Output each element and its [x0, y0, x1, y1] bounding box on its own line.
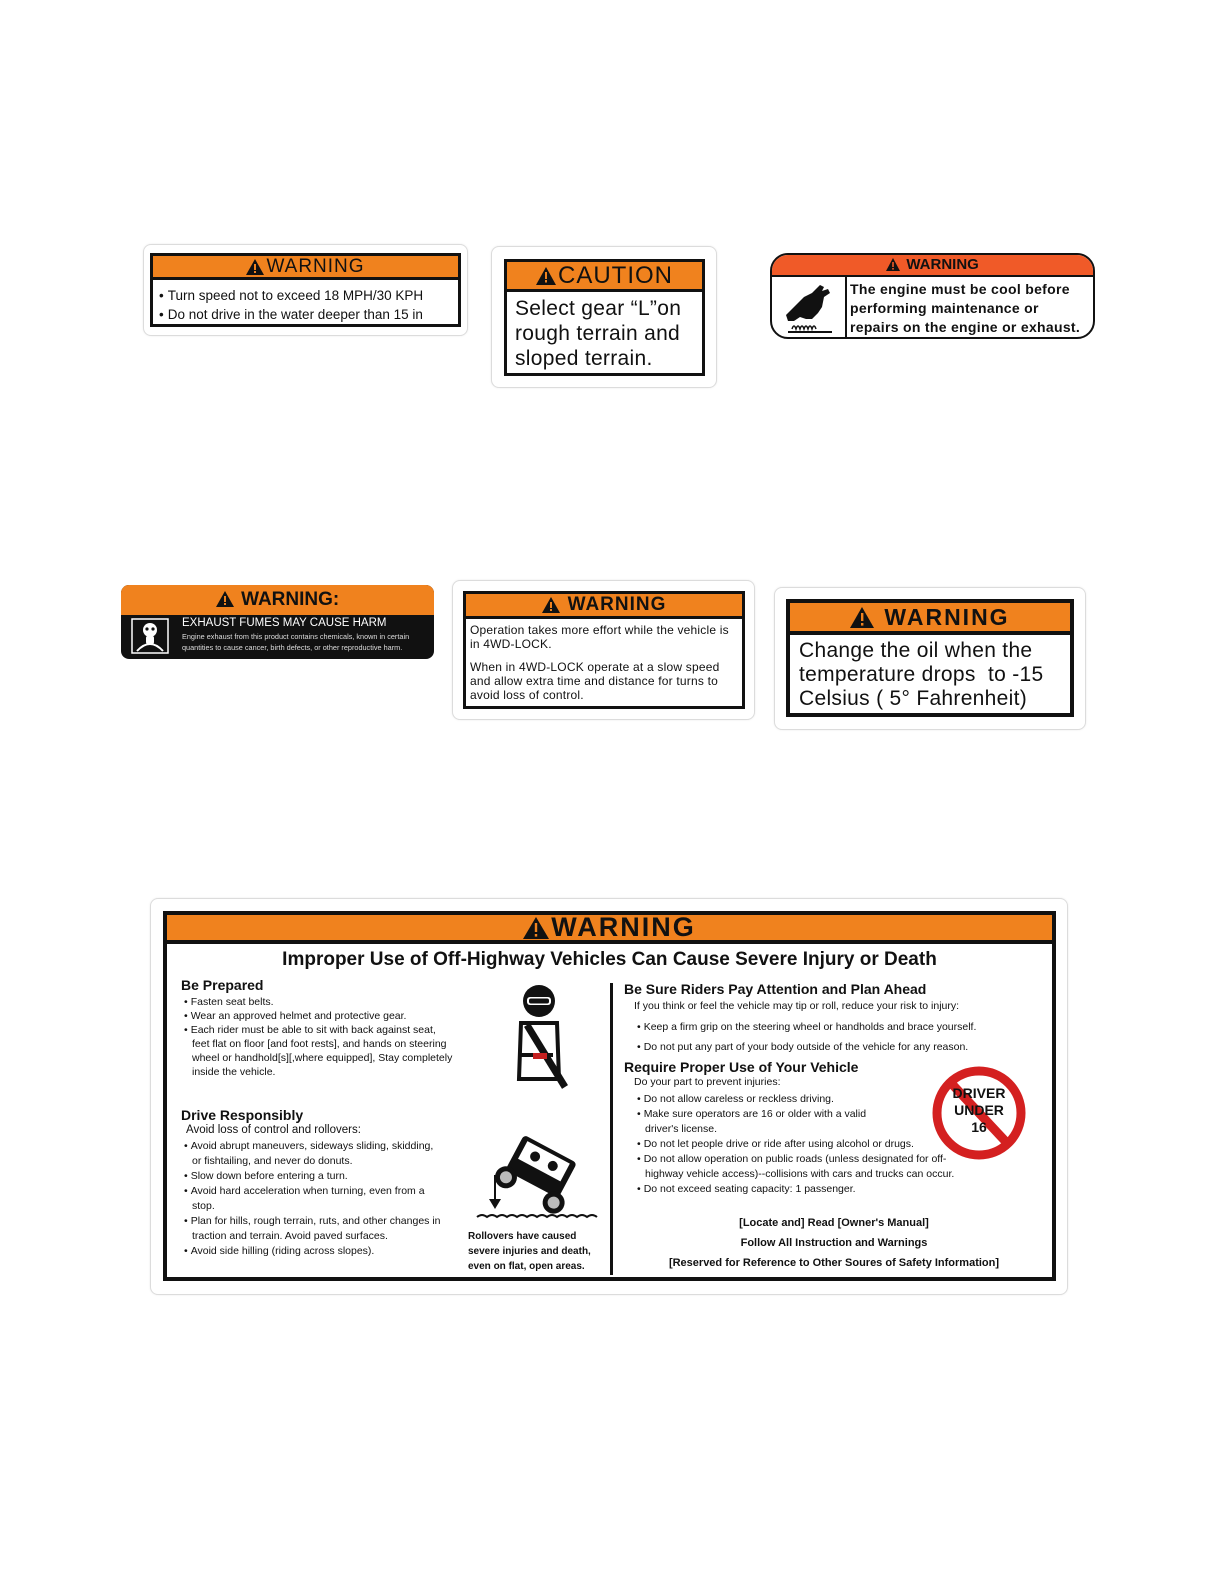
label-body — [850, 280, 1080, 337]
label-header — [790, 603, 1070, 635]
label-header-text: WARNING: — [241, 589, 340, 610]
warning-triangle-icon — [536, 267, 556, 285]
gas-mask-icon — [131, 618, 169, 654]
warning-label-exhaust — [121, 585, 434, 659]
left-column — [181, 977, 471, 1259]
label-header — [167, 912, 1052, 944]
section-heading-drive-responsibly: Drive Responsibly — [181, 1107, 304, 1123]
label-paragraph: Operation takes more effort while the vehicle is in 4WD-LOCK. — [470, 623, 729, 651]
label-frame — [150, 253, 461, 327]
list-item: • Make sure operators are 16 or older with a valid driver's license. — [634, 1107, 885, 1137]
rollover-icon — [467, 1125, 607, 1230]
list-item: • Avoid side hilling (riding across slopes). — [181, 1244, 443, 1259]
label-paragraph: When in 4WD-LOCK operate at a slow speed and allow extra time and distance for turns to avoid loss of control. — [470, 660, 720, 702]
section-intro: Avoid loss of control and rollovers: — [186, 1124, 361, 1136]
label-line: The engine must be cool before — [850, 281, 1070, 297]
label-line: Celsius ( 5° Fahrenheit) — [799, 687, 1028, 710]
label-header-text: WARNING — [266, 255, 365, 277]
warning-triangle-icon — [886, 258, 900, 271]
label-line: Change the oil when the — [799, 639, 1033, 662]
drive-responsibly-list — [181, 1139, 443, 1259]
footer-line: [Reserved for Reference to Other Soures of Safety Information] — [668, 1257, 1000, 1269]
list-item: • Each rider must be able to sit with back against seat, feet flat on floor [and foot rests], and hands on steering wheel or handhold[s][,where equipped], Stay completely inside the vehicle. — [181, 1023, 453, 1079]
list-item: • Do not allow careless or reckless driving. — [634, 1092, 979, 1107]
label-header-text: WARNING — [884, 603, 1010, 630]
drive-responsibly-wrap — [181, 1123, 443, 1259]
no-driver-under-16-sign-icon — [931, 1065, 1027, 1161]
label-header — [772, 255, 1093, 277]
list-item: • Do not exceed seating capacity: 1 passenger. — [634, 1182, 979, 1197]
seatbelt-rider-icon — [513, 983, 573, 1098]
footer-line: Follow All Instruction and Warnings — [740, 1237, 928, 1249]
sign-text — [931, 1085, 1027, 1136]
hot-surface-icon — [772, 277, 847, 339]
label-frame — [163, 911, 1056, 1281]
warning-label-oil — [774, 587, 1086, 730]
label-frame — [504, 259, 705, 376]
label-bullet-list — [153, 286, 458, 324]
list-item: • Plan for hills, rough terrain, ruts, and other changes in traction and terrain. Avoid paved surfaces. — [181, 1214, 443, 1244]
list-item: • Slow down before entering a turn. — [181, 1169, 443, 1184]
sign-line: DRIVER — [952, 1085, 1006, 1101]
label-header-text: WARNING — [906, 256, 979, 273]
rollover-caption — [468, 1229, 591, 1274]
be-prepared-list — [181, 995, 453, 1079]
list-item: • Wear an approved helmet and protective gear. — [181, 1009, 453, 1023]
label-header — [466, 594, 742, 619]
section-heading-proper-use: Require Proper Use of Your Vehicle — [624, 1059, 859, 1075]
warning-label-off-highway — [150, 898, 1068, 1295]
section-heading-be-prepared: Be Prepared — [181, 977, 264, 993]
label-line: repairs on the engine or exhaust. — [850, 319, 1081, 335]
warning-triangle-icon — [216, 591, 234, 607]
warning-triangle-icon — [542, 597, 560, 613]
label-line: Select gear “L”on — [515, 297, 682, 320]
section-intro: If you think or feel the vehicle may tip or roll, reduce your risk to injury: — [634, 1000, 960, 1012]
label-line: rough terrain and — [515, 322, 681, 345]
label-title: EXHAUST FUMES MAY CAUSE HARM — [182, 617, 387, 629]
list-item: • Keep a firm grip on the steering wheel or handholds and brace yourself. — [634, 1017, 1044, 1037]
warning-label-engine-cool — [770, 253, 1095, 339]
list-item: • Do not put any part of your body outside of the vehicle for any reason. — [634, 1037, 1044, 1057]
list-item: • Do not allow operation on public roads (unless designated for off-highway vehicle access)--collisions with cars and trucks can occur. — [634, 1152, 979, 1182]
list-item: • Turn speed not to exceed 18 MPH/30 KPH — [159, 286, 458, 305]
warning-triangle-icon — [523, 917, 549, 939]
list-item: • Fasten seat belts. — [181, 995, 453, 1009]
warning-label-turn-speed — [143, 244, 468, 336]
label-frame — [463, 591, 745, 709]
list-item: • Do not drive in the water deeper than 15 in — [159, 305, 458, 324]
label-body: Engine exhaust from this product contains chemicals, known in certain quantities to cause cancer, birth defects, or other reproductive harm. — [182, 632, 410, 652]
riders-attention-list — [634, 1017, 1044, 1057]
label-line: sloped terrain. — [515, 347, 653, 370]
sign-line: 16 — [971, 1119, 987, 1135]
list-item: • Avoid hard acceleration when turning, even from a stop. — [181, 1184, 443, 1214]
sign-line: UNDER — [954, 1102, 1004, 1118]
list-item: • Avoid abrupt maneuvers, sideways sliding, skidding, or fishtailing, and never do donuts. — [181, 1139, 443, 1169]
caution-label-gear — [491, 246, 717, 388]
warning-triangle-icon — [246, 259, 264, 275]
section-heading-riders-attention: Be Sure Riders Pay Attention and Plan Ahead — [624, 981, 927, 997]
footer-line: [Locate and] Read [Owner's Manual] — [739, 1217, 929, 1229]
warning-label-4wd — [452, 580, 755, 720]
footer-block — [624, 1213, 1044, 1273]
caption-line: even on flat, open areas. — [468, 1261, 585, 1272]
label-line: performing maintenance or — [850, 300, 1039, 316]
label-header-text: WARNING — [567, 594, 667, 615]
riders-attention-wrap — [624, 997, 1044, 1057]
be-prepared-list-wrap — [181, 995, 453, 1079]
label-body — [790, 635, 1070, 711]
label-header — [153, 256, 458, 280]
label-line: temperature drops to -15 — [799, 663, 1044, 686]
section-intro: Do your part to prevent injuries: — [634, 1076, 781, 1088]
column-divider — [610, 983, 613, 1275]
proper-use-list — [634, 1092, 979, 1197]
list-item: • Do not let people drive or ride after using alcohol or drugs. — [634, 1137, 979, 1152]
label-header-text: WARNING — [551, 912, 696, 942]
label-body — [507, 292, 702, 371]
caption-line: Rollovers have caused — [468, 1231, 577, 1242]
label-frame — [786, 599, 1074, 717]
label-header-text: CAUTION — [558, 261, 673, 289]
warning-triangle-icon — [850, 607, 874, 628]
proper-use-wrap — [624, 1075, 955, 1197]
label-header — [121, 585, 434, 615]
label-title: Improper Use of Off-Highway Vehicles Can Cause Severe Injury or Death — [282, 949, 937, 970]
label-header — [507, 262, 702, 292]
caption-line: severe injuries and death, — [468, 1246, 591, 1257]
